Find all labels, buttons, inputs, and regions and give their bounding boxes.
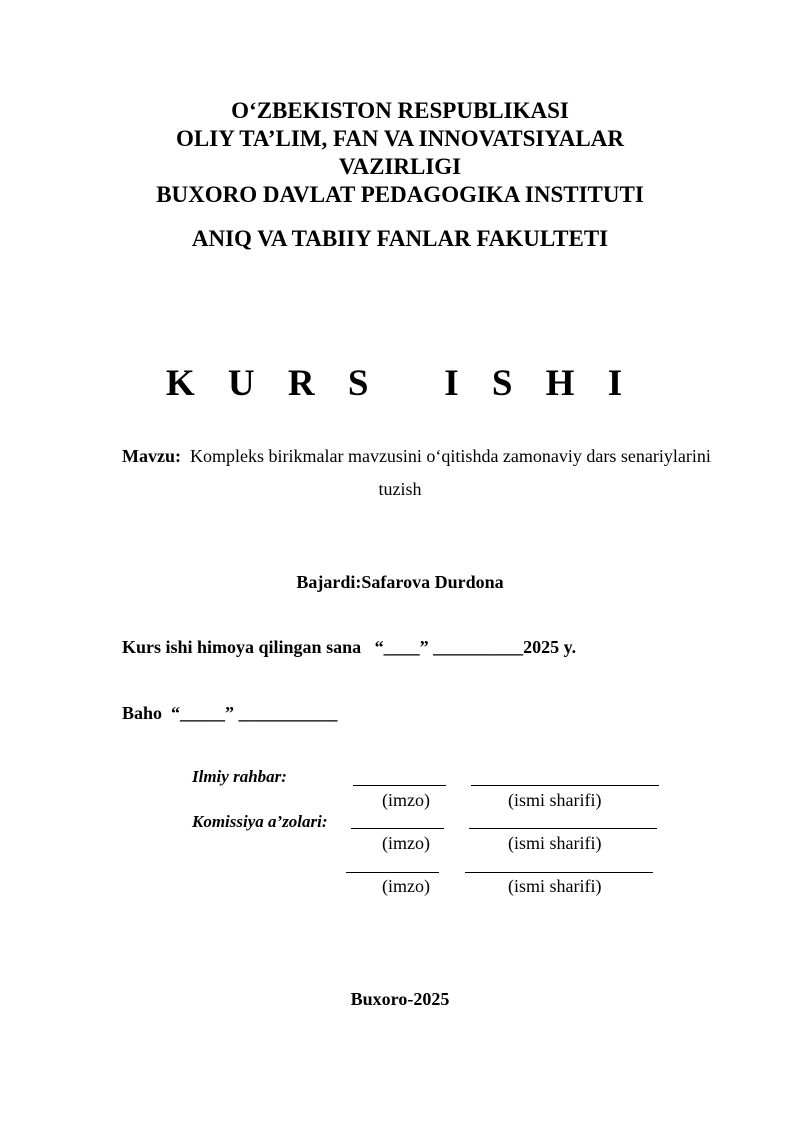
faculty-name: ANIQ VA TABIIY FANLAR FAKULTETI [191,226,609,251]
topic-label: Mavzu: [122,446,181,466]
supervisor-label: Ilmiy rahbar: [192,767,287,786]
commission-name-line-1 [469,828,657,829]
close-quote: ” [419,637,429,657]
document-title: K U R S I S H I [165,363,635,404]
sign-caption-1: (imzo) [382,790,430,810]
topic-line-1 [122,438,711,474]
grade-blank: _____ [180,703,226,723]
defense-date-line [122,637,576,658]
month-blank: __________ [433,637,524,657]
commission-name-line-2 [465,872,653,873]
supervisor-sign-line [353,785,446,786]
day-blank: ____ [383,637,420,657]
institute-name: BUXORO DAVLAT PEDAGOGIKA INSTITUTI [156,182,644,207]
sign-caption-2: (imzo) [382,833,430,853]
topic-text-1: Kompleks birikmalar mavzusini o‘qitishda zamonaviy dars senariylarini [189,446,711,466]
commission-sign-line-2 [346,872,439,873]
name-caption-1: (ismi sharifi) [508,790,602,810]
topic-text-2: tuzish [378,479,422,499]
sign-caption-3: (imzo) [382,876,430,896]
open-quote: “ [374,637,384,657]
defense-date-label: Kurs ishi himoya qilingan sana [122,637,362,657]
ministry-line-1: O‘ZBEKISTON RESPUBLIKASI [231,98,569,123]
name-caption-3: (ismi sharifi) [508,876,602,896]
ministry-line-2: OLIY TA’LIM, FAN VA INNOVATSIYALAR [176,126,624,151]
footer-city-year: Buxoro-2025 [350,989,450,1009]
grade-line [122,703,338,724]
grade-label: Baho [122,703,163,723]
defense-year: 2025 y. [523,637,577,657]
commission-sign-line-1 [351,828,444,829]
grade-open-quote: “ [171,703,181,723]
commission-label: Komissiya a’zolari: [192,812,328,831]
ministry-line-3: VAZIRLIGI [338,154,462,179]
grade-blank-2: ___________ [238,703,338,723]
name-caption-2: (ismi sharifi) [508,833,602,853]
grade-close-quote: ” [225,703,235,723]
supervisor-name-line [471,785,659,786]
author-line: Bajardi:Safarova Durdona [296,572,504,592]
